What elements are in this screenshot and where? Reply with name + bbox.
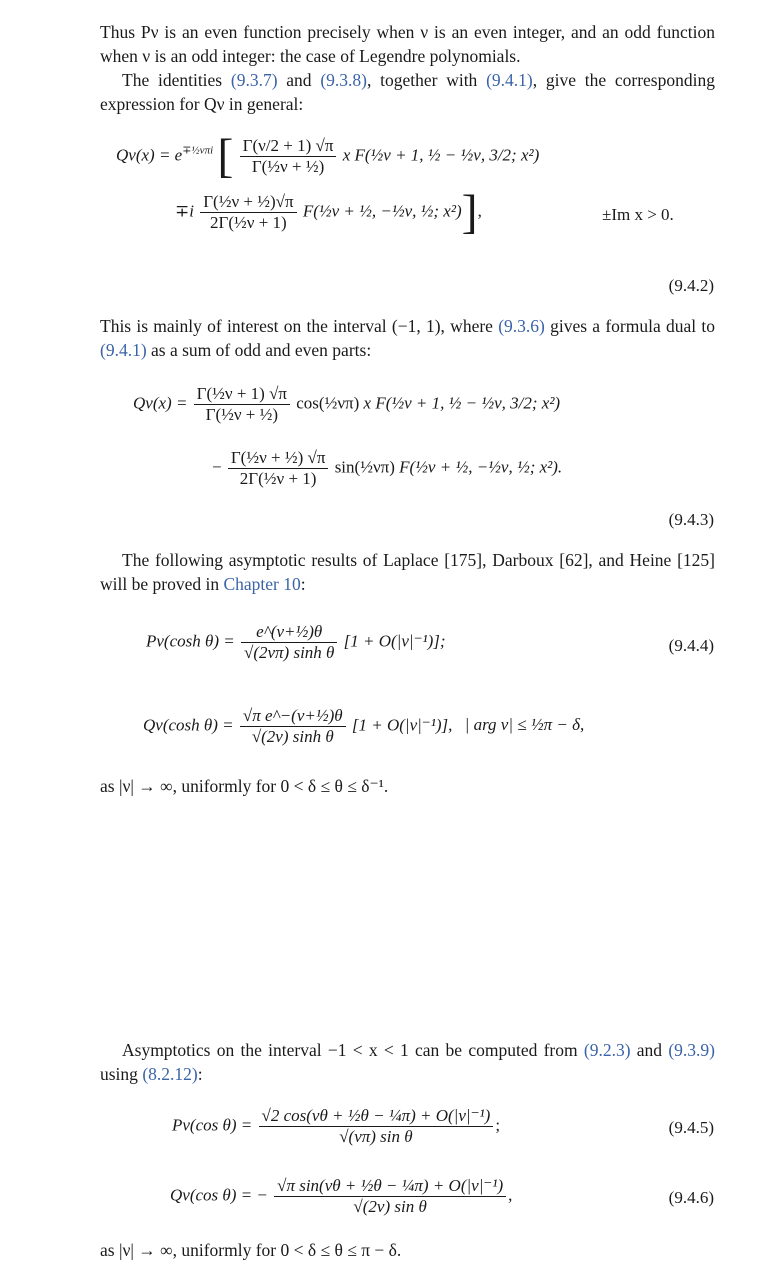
eq-fraction [259,1106,494,1147]
eq-numerator: √π e^−(ν+½)θ [240,706,346,727]
equation-link-9-3-8[interactable]: (9.3.8) [320,70,367,90]
eq-denominator: Γ(½ν + ½) [205,404,279,424]
eq-hypergeometric: F(½ν + ½, −½ν, ½; x²). [399,457,563,477]
equation-9-4-2-line-2: ∓i $\frac{\text{Γ(½ν + ½)√π}}{\text{2Γ(½ν + 1)}}$ F(½ν + ½, −½ν, ½; x²)], [175,185,482,239]
eq-hypergeometric: x F(½ν + 1, ½ − ½ν, 3/2; x²) [342,145,540,165]
paragraph-even-odd [100,20,715,68]
bracket-close: ] [461,185,478,239]
text-span: and [630,1040,669,1060]
paragraph-text: Thus Pν is an even function precisely when ν is an even integer, and an odd function when ν is an odd integer: the case of Legendre polynomials. [100,22,715,66]
equation-link-9-3-6[interactable]: (9.3.6) [498,316,545,336]
equation-link-9-4-1[interactable]: (9.4.1) [100,340,147,360]
eq-error-term: [1 + O(|ν|⁻¹)]; [343,631,446,651]
chapter-link-10[interactable]: Chapter 10 [223,574,301,594]
eq-denominator: √(2ν) sinh θ [251,726,334,746]
eq-numerator: √π sin(νθ + ½θ − ¼π) + O(|ν|⁻¹) [274,1176,506,1197]
eq-sign: ∓i [175,201,194,221]
equation-9-4-4-q [143,706,584,747]
eq-fraction [240,136,337,177]
eq-numerator: e^(ν+½)θ [241,622,337,643]
equation-9-4-6 [170,1176,512,1217]
eq-sign: − [212,457,222,477]
paragraph-identities [100,68,715,116]
text-span: The following asymptotic results of Laplace [175], Darboux [62], and Heine [125] will be proved in [100,550,715,594]
eq-condition: | arg ν| ≤ ½π − δ, [464,715,585,735]
eq-numerator: Γ(ν/2 + 1) √π [240,136,337,157]
eq-numerator: Γ(½ν + 1) √π [194,384,290,405]
eq-numerator: Γ(½ν + ½) √π [228,448,329,469]
eq-denominator: √(2νπ) sinh θ [244,642,335,662]
text-span: The identities [122,70,231,90]
equation-9-4-3-line-1 [133,384,560,425]
eq-lhs: Pν(cos θ) = [172,1115,253,1135]
equation-link-8-2-12[interactable]: (8.2.12) [142,1064,198,1084]
eq-fraction [194,384,290,425]
text-span: This is mainly of interest on the interval (−1, 1), where [100,316,499,336]
text-span: : [300,574,306,594]
paragraph-text: as |ν| → ∞, uniformly for 0 < δ ≤ θ ≤ δ⁻¹. [100,776,389,796]
equation-link-9-3-9[interactable]: (9.3.9) [668,1040,715,1060]
text-span: : [197,1064,203,1084]
eq-fraction [228,448,329,489]
text-span: and [277,70,321,90]
eq-numerator: √2 cos(νθ + ½θ − ¼π) + O(|ν|⁻¹) [259,1106,494,1127]
equation-9-4-2-line-1 [116,129,540,183]
eq-trig: sin(½νπ) [334,457,395,477]
eq-denominator: 2Γ(½ν + 1) [239,468,317,488]
eq-fraction [274,1176,506,1217]
equation-link-9-3-7[interactable]: (9.3.7) [230,70,278,90]
paragraph-text: as |ν| → ∞, uniformly for 0 < δ ≤ θ ≤ π − δ. [100,1240,402,1260]
equation-number-9-4-4: (9.4.4) [668,636,714,655]
eq-lhs: Qν(cos θ) = − [170,1185,268,1205]
equation-number-9-4-5: (9.4.5) [668,1118,714,1137]
text-span: gives a formula dual to [544,316,715,336]
paragraph-asymptotic-results [100,548,715,596]
eq-punctuation: ; [495,1115,501,1135]
equation-number-9-4-3: (9.4.3) [668,510,714,529]
equation-link-9-4-1[interactable]: (9.4.1) [486,70,533,90]
text-span: , together with [366,70,487,90]
equation-number-9-4-2: (9.4.2) [668,276,714,295]
eq-lhs: Qν(cosh θ) = [143,715,234,735]
eq-lhs: Qν(x) = e [116,145,183,165]
equation-link-9-2-3[interactable]: (9.2.3) [583,1040,631,1060]
bracket-open: [ [217,129,234,183]
paragraph-interval-asymptotics [100,1038,715,1086]
paragraph-interval [100,314,715,362]
eq-denominator: √(2ν) sin θ [353,1196,427,1216]
eq-trig: cos(½νπ) [296,393,360,413]
eq-hypergeometric: x F(½ν + 1, ½ − ½ν, 3/2; x²) [363,393,561,413]
eq-hypergeometric: F(½ν + ½, −½ν, ½; x²) [302,201,462,221]
eq-denominator: Γ(½ν + ½) [251,156,325,176]
paragraph-uniformly-1 [100,774,715,798]
eq-exponent: ∓½νπi [182,144,214,157]
equation-number-9-4-6: (9.4.6) [668,1188,714,1207]
equation-9-4-5 [172,1106,500,1147]
text-span: Asymptotics on the interval −1 < x < 1 can be computed from [122,1040,584,1060]
eq-denominator: √(νπ) sin θ [339,1126,413,1146]
eq-lhs: Qν(x) = [133,393,188,413]
text-span: using [100,1064,143,1084]
text-span: , give the corresponding expression for Qν in general: [100,70,715,114]
eq-error-term: [1 + O(|ν|⁻¹)], [351,715,453,735]
paragraph-uniformly-2 [100,1238,715,1262]
eq-numerator: Γ(½ν + ½)√π [200,192,296,213]
eq-condition: ±Im x > 0. [602,205,674,224]
equation-9-4-4 [146,622,446,663]
eq-fraction [200,192,296,233]
eq-punctuation: , [508,1185,513,1205]
eq-fraction [241,622,337,663]
eq-denominator: 2Γ(½ν + 1) [210,212,287,232]
eq-fraction [240,706,346,747]
text-span: as a sum of odd and even parts: [146,340,372,360]
eq-lhs: Pν(cosh θ) = [146,631,235,651]
equation-9-4-3-line-2 [212,448,562,489]
